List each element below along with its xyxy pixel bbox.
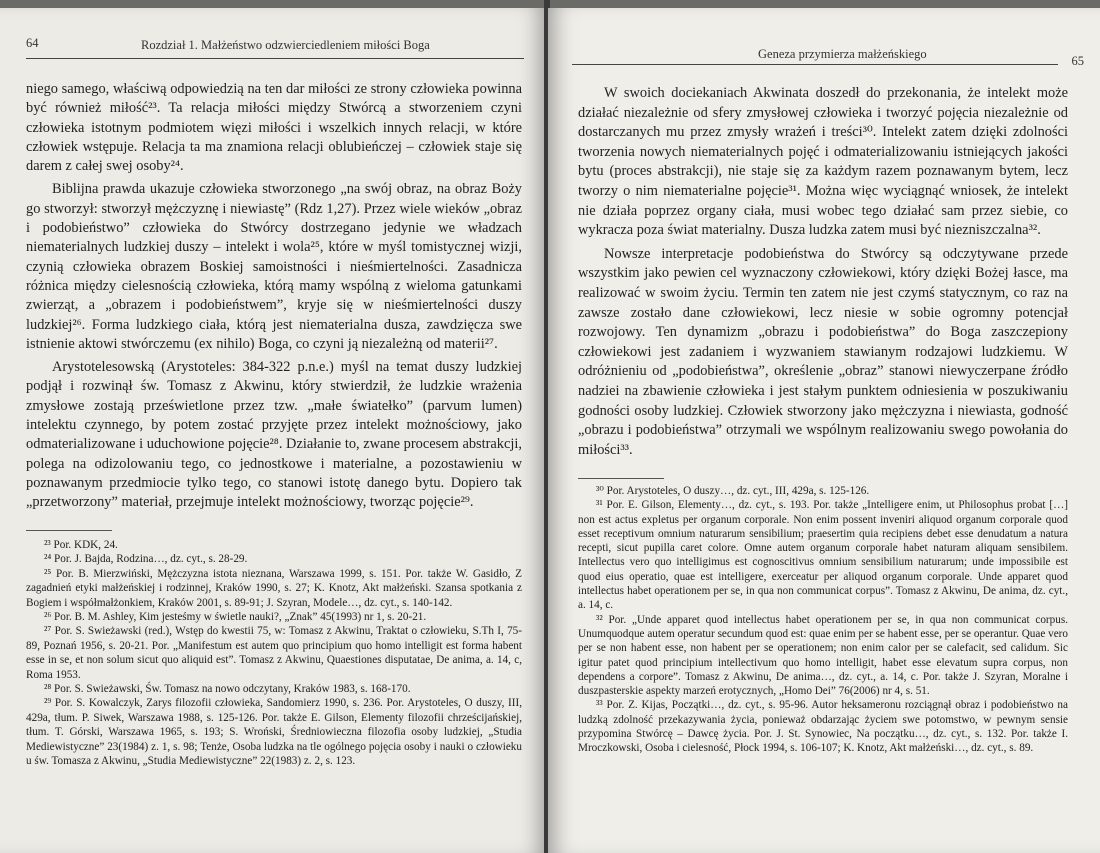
- header-rule: [572, 64, 1058, 65]
- right-page: [548, 8, 1100, 853]
- page-number: 64: [26, 36, 39, 50]
- footnote: ²⁵ Por. B. Mierzwiński, Mężczyzna istota nieznana, Warszawa 1999, s. 151. Por. także W. Gasidło, Z zagadnień etyki małżeńskiej i rodzinnej, Kraków 1990, s. 27; K. Knotz, Akt małżeński. Szansa spotkania z Bogiem i współmałżonkiem, Kraków 2001, s. 89-91; J. Szyran, Modele…, dz. cyt., s. 140-142.: [26, 567, 522, 609]
- footnotes: [26, 538, 522, 769]
- footnote: ²⁸ Por. S. Swieżawski, Św. Tomasz na nowo odczytany, Kraków 1983, s. 168-170.: [44, 683, 411, 696]
- footnote: ²³ Por. KDK, 24.: [44, 539, 118, 551]
- footnote: ²⁷ Por. S. Swieżawski (red.), Wstęp do kwestii 75, w: Tomasz z Akwinu, Traktat o człowieku, S.Th I, 75-89, Poznań 1956, s. 20-21. Por. „Manifestum est autem quo principium quo homo intelligit est forma habent esse in se, et non solum sicut quo aliquid est”. Tomasz z Akwinu, Quaestiones disputatae, De anima, a. 14, c, Roma 1953.: [26, 625, 522, 681]
- footnote: ³¹ Por. E. Gilson, Elementy…, dz. cyt., s. 193. Por. także „Intelligere enim, ut Philosophus probat […] non est actus expletus per organum corporale. Non enim possent inveniri aliquod organum corporale quod esset receptivum omnium naturarum sensibilium; praesertim quia recipiens debet esse denudatum a natura recepti, sicut pupilla caret colore. Omne autem organum corporale habet naturam aliquam sensibilem. Intellectus vero quo intelligimus est cognoscitivus omnium sensibilium naturarum; unde impossibile est quod eius operatio, quae est intelligere, exerceatur per aliquod organum corporale. Unde apparet quod intellectus habet operationem per se, in qua non communicat corpus”. Tomasz z Akwinu, De anima, dz. cyt., a. 14, c.: [578, 499, 1068, 612]
- paragraph: W swoich dociekaniach Akwinata doszedł do przekonania, że intelekt może działać niezależnie od sfery zmysłowej człowieka i tworzyć pojęcia niezależnie od dostarczanych mu przez zmysły wrażeń i treści³⁰. Intelekt zatem dzięki zdolności tworzenia nowych niematerialnych pojęć i odmaterializowaniu istniejących jakości bytu (proces abstrakcji), nie staje się za każdym razem poznawanym bytem, lecz tworzy o nim niematerialne pojęcie³¹. Można więc wyciągnąć wniosek, że intelekt nie działa poprzez organy ciała, musi wobec tego działać sam przez siebie, co wykracza poza świat materialny. Dusza ludzka zatem musi być niezniszczalna³².: [578, 85, 1068, 239]
- body-text: [578, 84, 1068, 460]
- paragraph: niego samego, właściwą odpowiedzią na ten dar miłości ze strony człowieka powinna być również miłość²³. Ta relacja miłości między Stwórcą a stworzeniem czyni człowieka istotnym podmiotem więzi miłości i wszelkich innych relacji, w które człowiek wstępuje. Relacja ta ma znamiona relacji oblubieńczej – człowiek staje się darem z całej swej osoby²⁴.: [26, 81, 522, 175]
- running-head: Rozdział 1. Małżeństwo odzwierciedleniem miłości Boga: [141, 38, 430, 52]
- footnote: ²⁶ Por. B. M. Ashley, Kim jesteśmy w świetle nauki?, „Znak” 45(1993) nr 1, s. 20-21.: [44, 611, 427, 624]
- footnote: ³² Por. „Unde apparet quod intellectus habet operationem per se, in qua non communicat corpus. Unumquodque autem operatur secundum quod est: quae enim per se habent esse, per se operantur. Quae vero per se non habent esse, non habent per se operationem; non enim calor per se calefacit, sed calidum. Sic igitur patet quod principium intellectivum quo homo intelligit, habet esse elevatum supra corpus, non dependens a corpore”. Tomasz z Akwinu, De anima…, dz. cyt., a. 14, c. Por. także J. Szyran, Moralne i duszpasterskie aspekty marzeń erotycznych, „Homo Dei” 76(2006) nr 4, s. 51.: [578, 613, 1068, 698]
- body-text: [26, 80, 522, 513]
- page-number: 65: [1071, 54, 1084, 68]
- footnote: ²⁴ Por. J. Bajda, Rodzina…, dz. cyt., s. 28-29.: [44, 553, 248, 566]
- left-page: [0, 8, 546, 853]
- footnote: ³⁰ Por. Arystoteles, O duszy…, dz. cyt., III, 429a, s. 125-126.: [596, 485, 870, 497]
- paragraph: Nowsze interpretacje podobieństwa do Stwórcy są odczytywane przede wszystkim jako pewien cel wyznaczony człowiekowi, który dzięki Bożej łasce, ma realizować w swoim życiu. Termin ten zatem nie jest czymś statycznym, co raz na zawsze zostało dane człowiekowi, lecz niesie w sobie ogromny potencjał rozwojowy. Ten dynamizm „obrazu i podobieństwa” do Boga zaszczepiony człowiekowi jest zadaniem i wyzwaniem stawianym rodzajowi ludzkiemu. W odróżnieniu od „podobieństwa”, określenie „obraz” stanowi niewyczerpane źródło nadziei na zbawienie człowieka i jest stałym punktem odniesienia w poszukiwaniu godności osoby ludzkiej. Człowiek stworzony jako mężczyzna i niewiasta, godność „obrazu i podobieństwa” otrzymali we wspólnym realizowaniu swego powołania do miłości³³.: [578, 245, 1068, 458]
- footnotes: [578, 484, 1068, 756]
- paragraph: Arystotelesowską (Arystoteles: 384-322 p.n.e.) myśl na temat duszy ludzkiej podjął i rozwinął św. Tomasz z Akwinu, który stwierdził, że ludzkie wrażenia zmysłowe zostają prześwietlone przez tzw. „małe światełko” (parvum lumen) intelektu czynnego, by potem zostać przyjęte przez intelekt możnościowy, jako odmaterializowane i uduchowione pojęcie²⁸. Działanie to, zwane procesem abstrakcji, polega na odizolowaniu tego, co jednostkowe i materialne, a pozostawieniu w poznawanym przedmiocie tylko tego, co stanowi istotę danego bytu. Dopiero tak „przetworzony” materiał, przejmuje intelekt możnościowy, tworząc pojęcie²⁹.: [26, 359, 522, 511]
- footnote: ²⁹ Por. S. Kowalczyk, Zarys filozofii człowieka, Sandomierz 1990, s. 236. Por. Arystoteles, O duszy, III, 429a, tłum. P. Siwek, Warszawa 1988, s. 125-126. Por. także E. Gilson, Elementy filozofii chrześcijańskiej, tłum. T. Górski, Warszawa 1965, s. 193; S. Wroński, Średniowieczna filozofia osoby ludzkiej, „Studia Mediewistyczne” 23(1984) z. 1, s. 98; Tenże, Osoba ludzka na tle ogólnego pojęcia osoby i nauki o człowieku u św. Tomasza z Akwinu, „Studia Mediewistyczne” 22(1983) z. 2, s. 123.: [26, 697, 522, 768]
- footnote-rule: [26, 530, 112, 531]
- paragraph: Biblijna prawda ukazuje człowieka stworzonego „na swój obraz, na obraz Boży go stworzył: stworzył mężczyznę i niewiastę” (Rdz 1,27). Przez wiele wieków „obraz i podobieństwo” człowieka do Stwórcy dostrzegano jedynie we władzach niematerialnych ludzkiej duszy – intelekt i wola²⁵, które w myśl tomistycznej wizji, czynią człowieka obrazem Boskiej samoistności i nieśmiertelności. Zasadnicza różnica między cielesnością człowieka, którą mamy wspólną z wieloma gatunkami zwierząt, a „obrazem i podobieństwem”, kryje się w nieśmiertelności duszy ludzkiej²⁶. Forma ludzkiego ciała, którą jest niematerialna dusza, zawdzięcza swe istnienie aktowi stwórczemu (ex nihilo) Boga, co czyni ją niezależną od materii²⁷.: [26, 181, 522, 352]
- footnote: ³³ Por. Z. Kijas, Początki…, dz. cyt., s. 95-96. Autor heksameronu rozciągnął obraz i podobieństwo na ludzką zdolność przekazywania życia, ponieważ obdarzając życiem swe potomstwo, w pewnym sensie przypomina Stwórcę – Dawcę życia. Por. J. St. Synowiec, Na początku…, dz. cyt., s. 132. Por. także I. Mroczkowski, Osoba i cielesność, Płock 1994, s. 106-107; K. Knotz, Akt małżeński…, dz. cyt., s. 89.: [578, 699, 1068, 755]
- running-head: Geneza przymierza małżeńskiego: [758, 47, 927, 61]
- header-rule: [26, 58, 524, 59]
- footnote-rule: [578, 478, 664, 479]
